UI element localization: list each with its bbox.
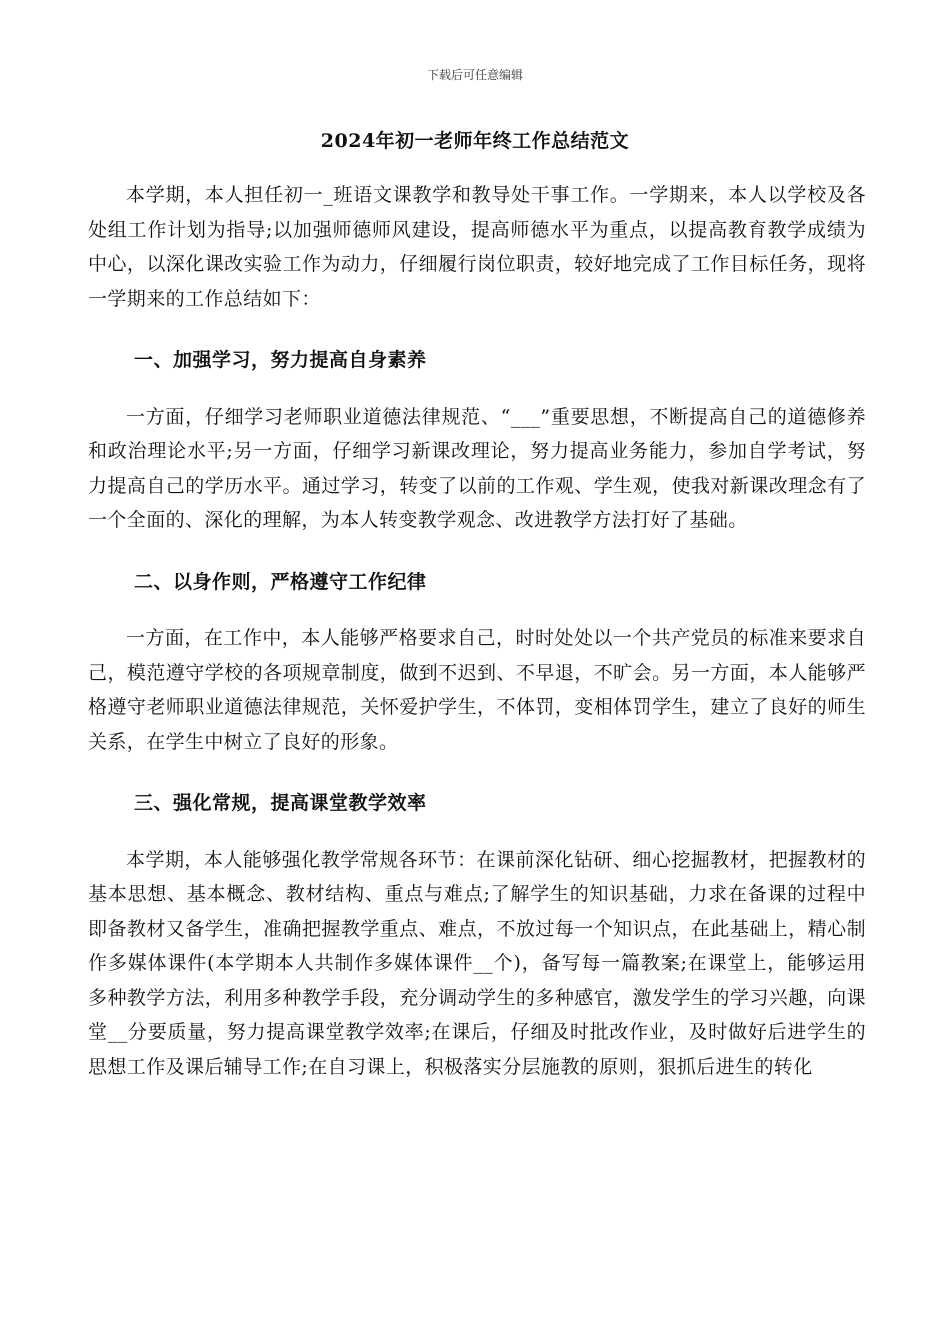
section-heading-1: 一、加强学习，努力提高自身素养 bbox=[134, 349, 427, 371]
section-body-1: 一方面，仔细学习老师职业道德法律规范、“___”重要思想，不断提高自己的道德修养和政治理论水平;另一方面，仔细学习新课改理论，努力提高业务能力，参加自学考试，努力提高自己的学历水平。通过学习，转变了以前的工作观、学生观，使我对新课改理念有了一个全面的、深化的理解，为本人转变教学观念、改进教学方法打好了基础。 bbox=[88, 405, 866, 531]
section-body-2: 一方面，在工作中，本人能够严格要求自己，时时处处以一个共产党员的标准来要求自己，模范遵守学校的各项规章制度，做到不迟到、不早退，不旷会。另一方面，本人能够严格遵守老师职业道德法律规范，关怀爱护学生，不体罚，变相体罚学生，建立了良好的师生关系，在学生中树立了良好的形象。 bbox=[88, 627, 866, 753]
intro-paragraph: 本学期，本人担任初一_班语文课教学和教导处干事工作。一学期来，本人以学校及各处组工作计划为指导;以加强师德师风建设，提高师德水平为重点，以提高教育教学成绩为中心，以深化课改实验工作为动力，仔细履行岗位职责，较好地完成了工作目标任务，现将一学期来的工作总结如下： bbox=[88, 184, 866, 310]
document-title: 2024年初一老师年终工作总结范文 bbox=[320, 130, 630, 152]
header-note: 下载后可任意编辑 bbox=[426, 68, 523, 82]
document-body bbox=[88, 178, 866, 1084]
section-body-3: 本学期，本人能够强化教学常规各环节：在课前深化钻研、细心挖掘教材，把握教材的基本思想、基本概念、教材结构、重点与难点;了解学生的知识基础，力求在备课的过程中即备教材又备学生，准确把握教学重点、难点，不放过每一个知识点，在此基础上，精心制作多媒体课件(本学期本人共制作多媒体课件__个)，备写每一篇教案;在课堂上，能够运用多种教学方法，利用多种教学手段，充分调动学生的多种感官，激发学生的学习兴趣，向课堂__分要质量，努力提高课堂教学效率;在课后，仔细及时批改作业，及时做好后进学生的思想工作及课后辅导工作;在自习课上，积极落实分层施教的原则，狠抓后进生的转化 bbox=[88, 848, 866, 1078]
section-heading-3: 三、强化常规，提高课堂教学效率 bbox=[134, 792, 427, 814]
section-heading-2: 二、以身作则，严格遵守工作纪律 bbox=[134, 570, 427, 593]
